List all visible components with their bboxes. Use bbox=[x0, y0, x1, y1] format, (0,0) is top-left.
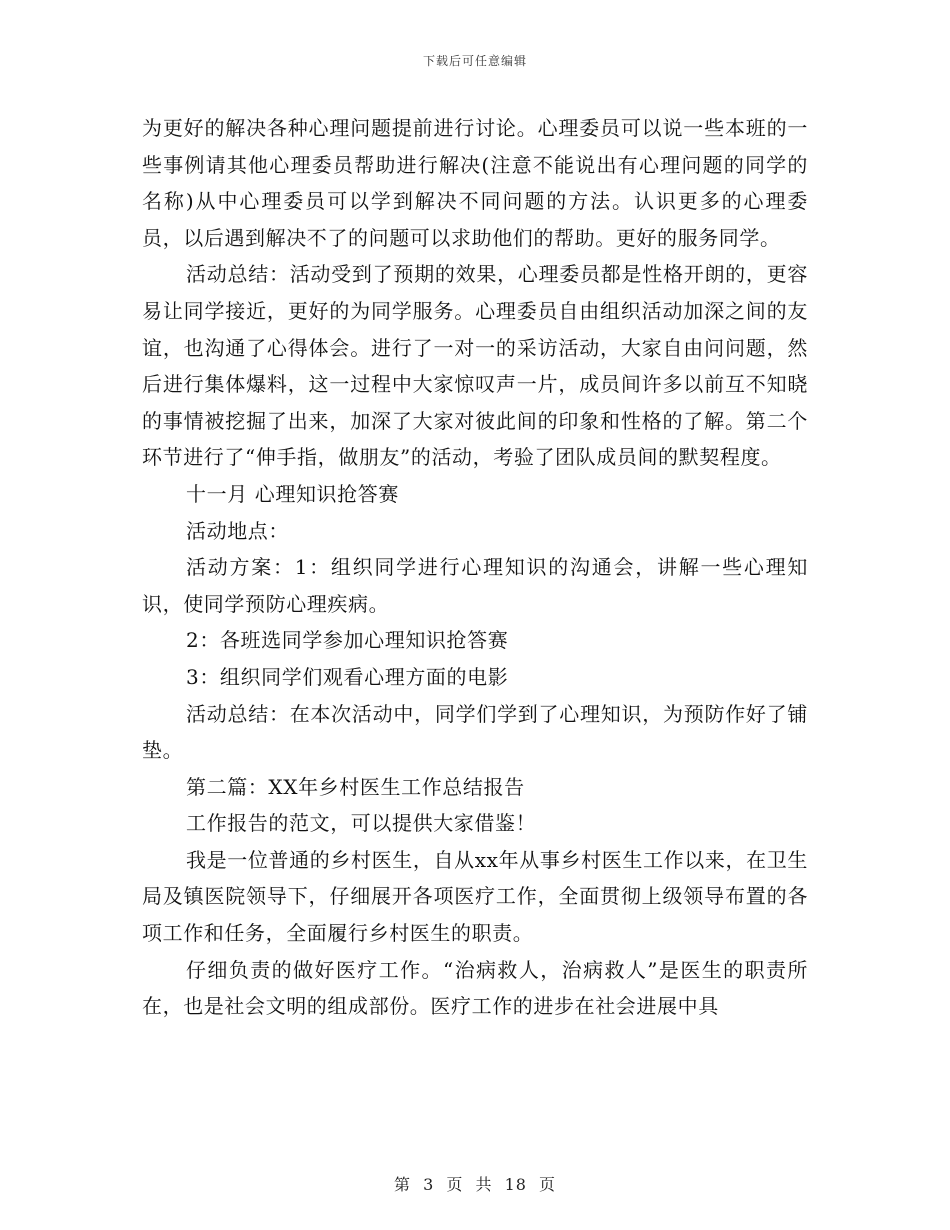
total-pages-number: 18 bbox=[504, 1175, 527, 1194]
page-footer bbox=[0, 1172, 950, 1195]
list-item: 2：各班选同学参加心理知识抢答赛 bbox=[186, 628, 509, 653]
paragraph: 仔细负责的做好医疗工作。“治病救人，治病救人”是医生的职责所在，也是社会文明的组成部份。医疗工作的进步在社会进展中具 bbox=[142, 957, 808, 1019]
list-item: 3：组织同学们观看心理方面的电影 bbox=[186, 664, 509, 689]
paragraph: 活动方案：1：组织同学进行心理知识的沟通会，讲解一些心理知识，使同学预防心理疾病。 bbox=[142, 555, 808, 616]
paragraph: 我是一位普通的乡村医生，自从xx年从事乡村医生工作以来，在卫生局及镇医院领导下，仔细展开各项医疗工作，全面贯彻上级领导布置的各项工作和任务，全面履行乡村医生的职责。 bbox=[142, 847, 808, 946]
footer-suffix: 页 bbox=[539, 1175, 557, 1194]
paragraph: 为更好的解决各种心理问题提前进行讨论。心理委员可以说一些本班的一些事例请其他心理委员帮助进行解决(注意不能说出有心理问题的同学的名称)从中心理委员可以学到解决不同问题的方法。认识更多的心理委员，以后遇到解决不了的问题可以求助他们的帮助。更好的服务同学。 bbox=[142, 116, 808, 250]
paragraph: 活动地点： bbox=[186, 518, 289, 543]
footer-middle-1: 页 bbox=[446, 1175, 464, 1194]
section-heading: 十一月 心理知识抢答赛 bbox=[186, 481, 399, 506]
paragraph: 工作报告的范文，可以提供大家借鉴！ bbox=[186, 811, 537, 836]
paragraph: 活动总结：在本次活动中，同学们学到了心理知识，为预防作好了铺垫。 bbox=[142, 701, 808, 763]
footer-middle-2: 共 bbox=[475, 1175, 493, 1194]
section-heading: 第二篇：XX年乡村医生工作总结报告 bbox=[186, 774, 525, 799]
footer-prefix: 第 bbox=[393, 1175, 411, 1194]
page-header: 下载后可任意编辑 bbox=[422, 54, 527, 68]
current-page-number: 3 bbox=[423, 1175, 435, 1194]
document-body bbox=[142, 110, 808, 1025]
paragraph: 活动总结：活动受到了预期的效果，心理委员都是性格开朗的，更容易让同学接近，更好的为同学服务。心理委员自由组织活动加深之间的友谊，也沟通了心得体会。进行了一对一的采访活动，大家自由问问题，然后进行集体爆料，这一过程中大家惊叹声一片，成员间许多以前互不知晓的事情被挖掘了出来，加深了大家对彼此间的印象和性格的了解。第二个环节进行了“伸手指，做朋友”的活动，考验了团队成员间的默契程度。 bbox=[142, 262, 808, 470]
